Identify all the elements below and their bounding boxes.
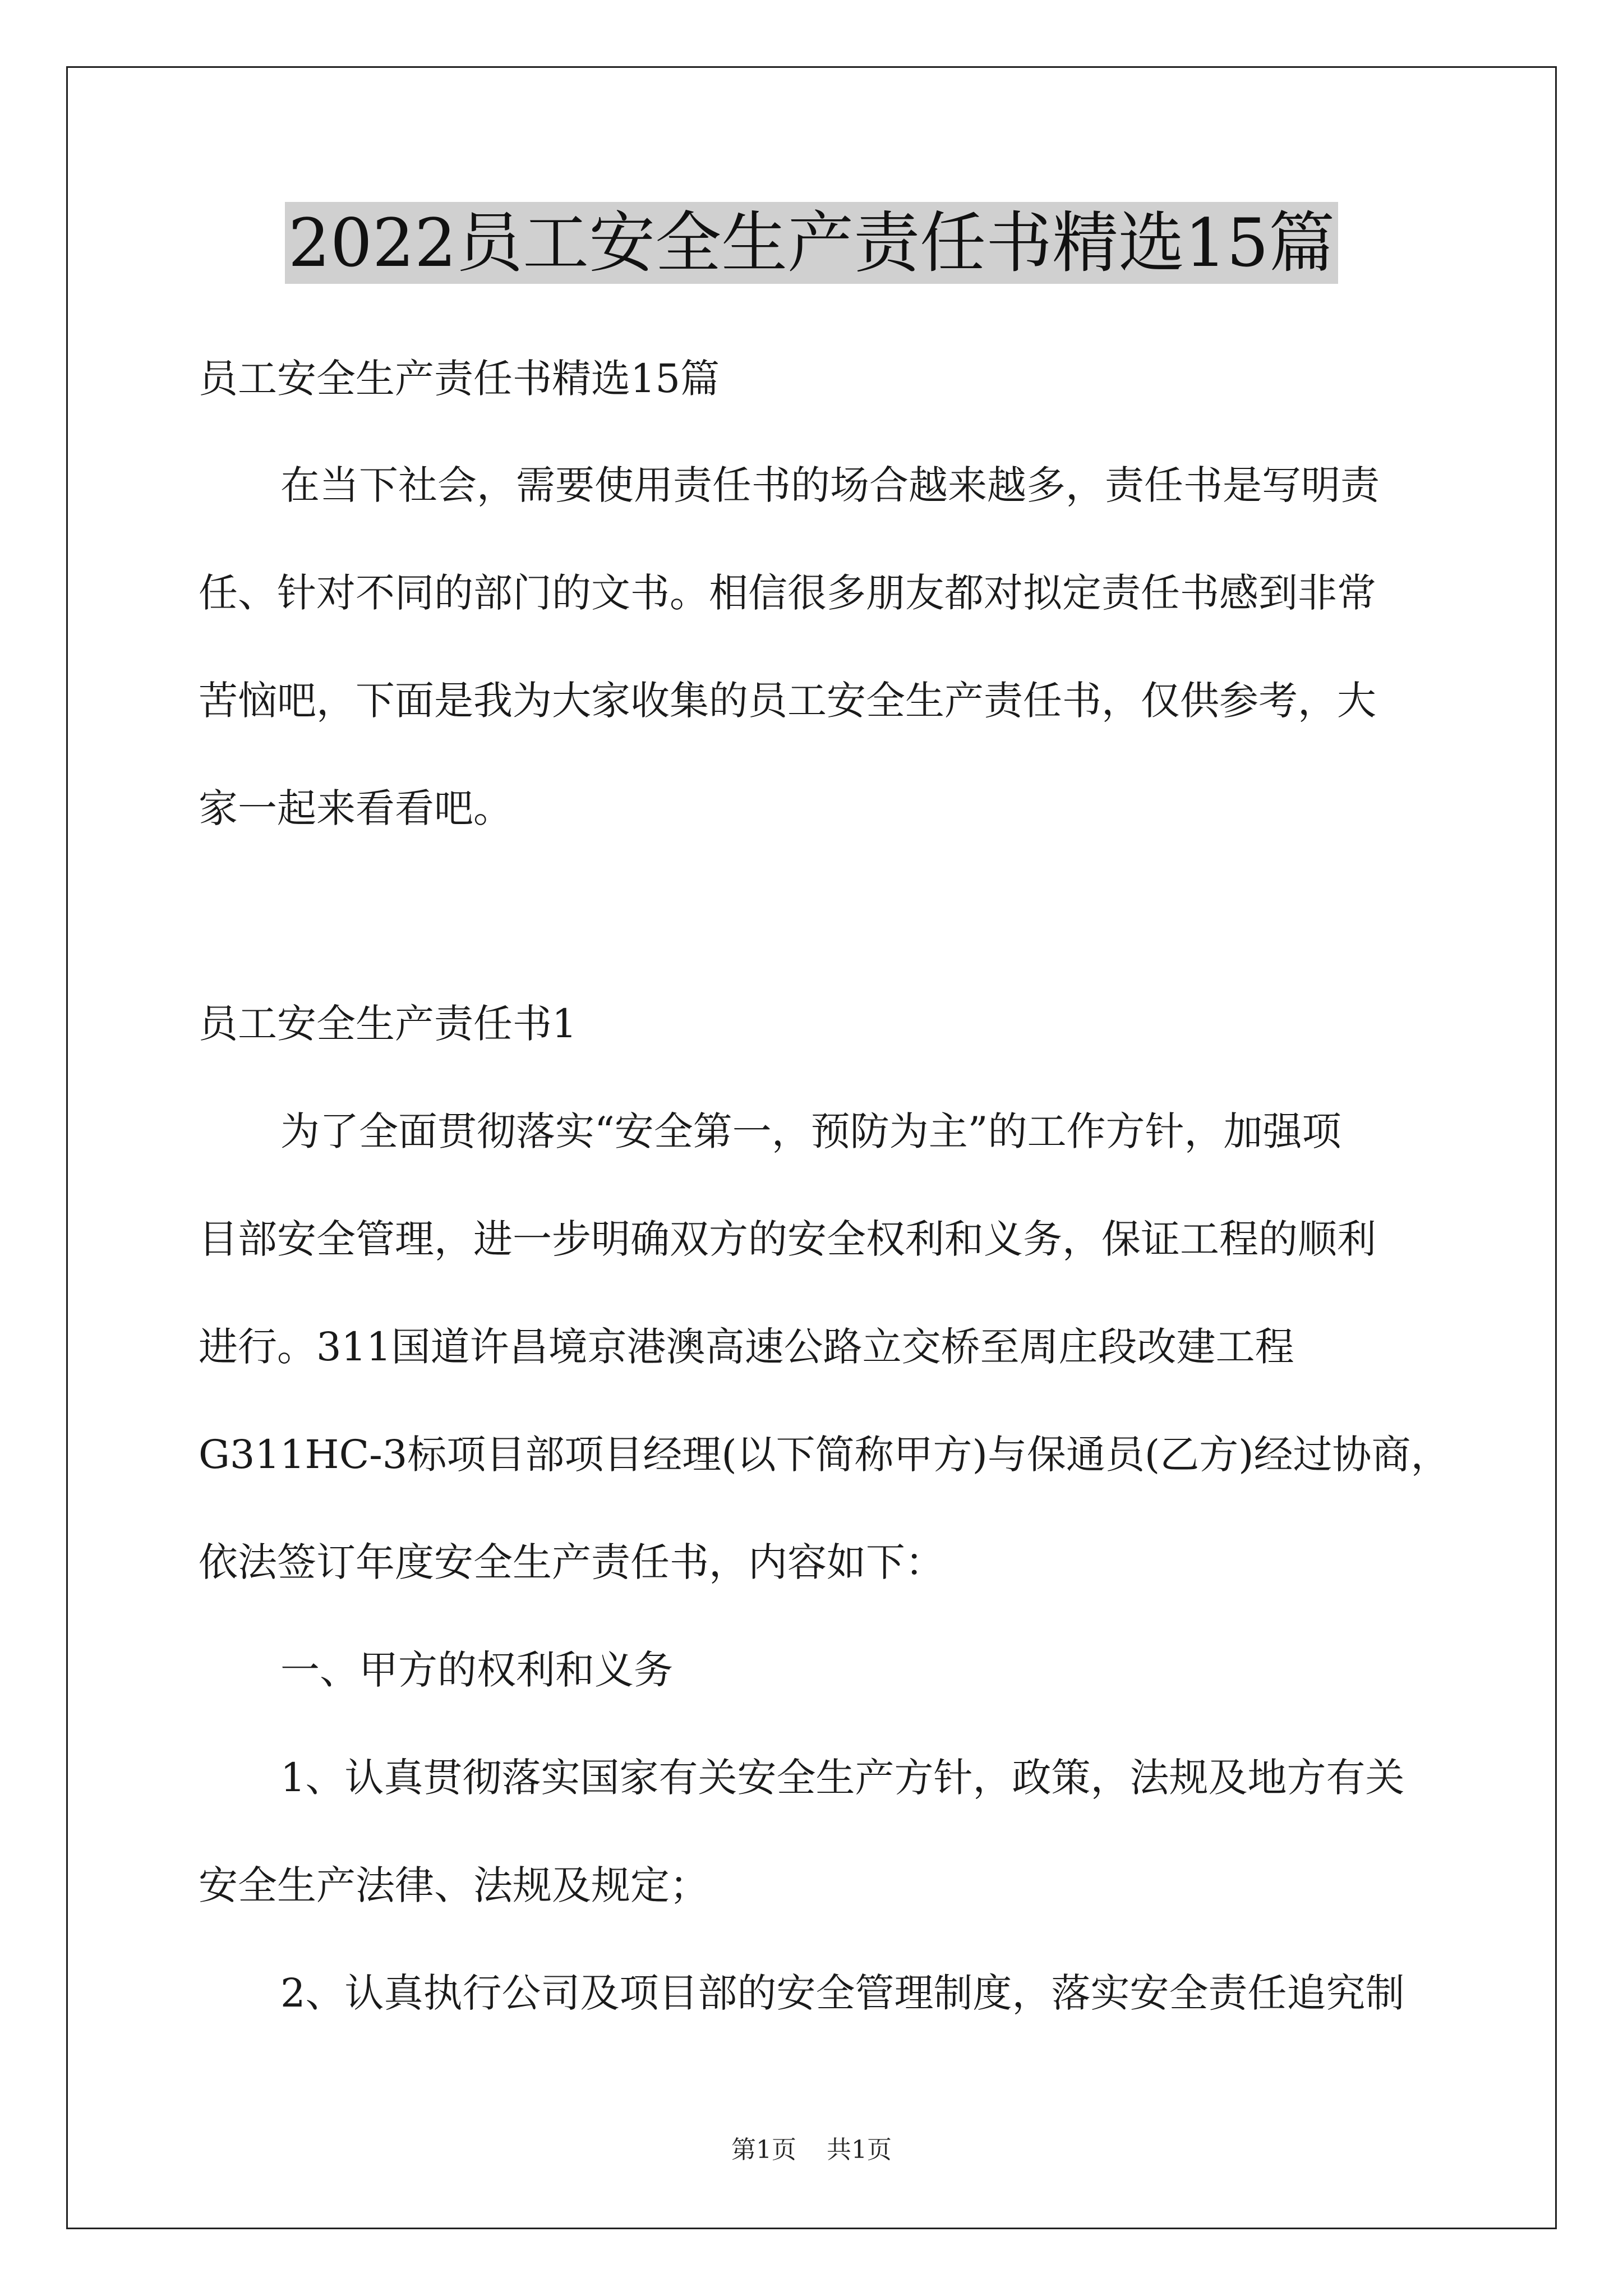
- document-title: 2022员工安全生产责任书精选15篇: [285, 202, 1338, 284]
- body-line: 为了全面贯彻落实“安全第一，预防为主”的工作方针，加强项: [280, 1108, 1341, 1154]
- page-footer: [0, 2134, 1623, 2166]
- body-line: 目部安全管理，进一步明确双方的安全权利和义务，保证工程的顺利: [199, 1216, 1376, 1262]
- body-line: 1、认真贯彻落实国家有关安全生产方针，政策，法规及地方有关: [280, 1755, 1405, 1801]
- title-container: [0, 202, 1623, 284]
- document-subtitle: 员工安全生产责任书精选15篇: [199, 356, 720, 402]
- body-line: 2、认真执行公司及项目部的安全管理制度，落实安全责任追究制: [280, 1970, 1405, 2016]
- intro-line: 苦恼吧，下面是我为大家收集的员工安全生产责任书，仅供参考，大: [199, 678, 1376, 724]
- body-line: 依法签订年度安全生产责任书，内容如下：: [199, 1539, 944, 1585]
- intro-line: 家一起来看看吧。: [199, 785, 513, 831]
- body-line: 进行。311国道许昌境京港澳高速公路立交桥至周庄段改建工程: [199, 1324, 1294, 1370]
- intro-line: 在当下社会，需要使用责任书的场合越来越多，责任书是写明责: [280, 462, 1380, 508]
- body-line: 安全生产法律、法规及规定；: [199, 1862, 709, 1908]
- page-total: 共1页: [827, 2136, 892, 2164]
- body-line: G311HC-3标项目部项目经理(以下简称甲方)与保通员(乙方)经过协商，: [199, 1432, 1450, 1478]
- intro-line: 任、针对不同的部门的文书。相信很多朋友都对拟定责任书感到非常: [199, 570, 1376, 616]
- body-line: 一、甲方的权利和义务: [280, 1647, 673, 1693]
- page-number: 第1页: [731, 2136, 796, 2164]
- section-heading: 员工安全生产责任书1: [199, 1001, 577, 1047]
